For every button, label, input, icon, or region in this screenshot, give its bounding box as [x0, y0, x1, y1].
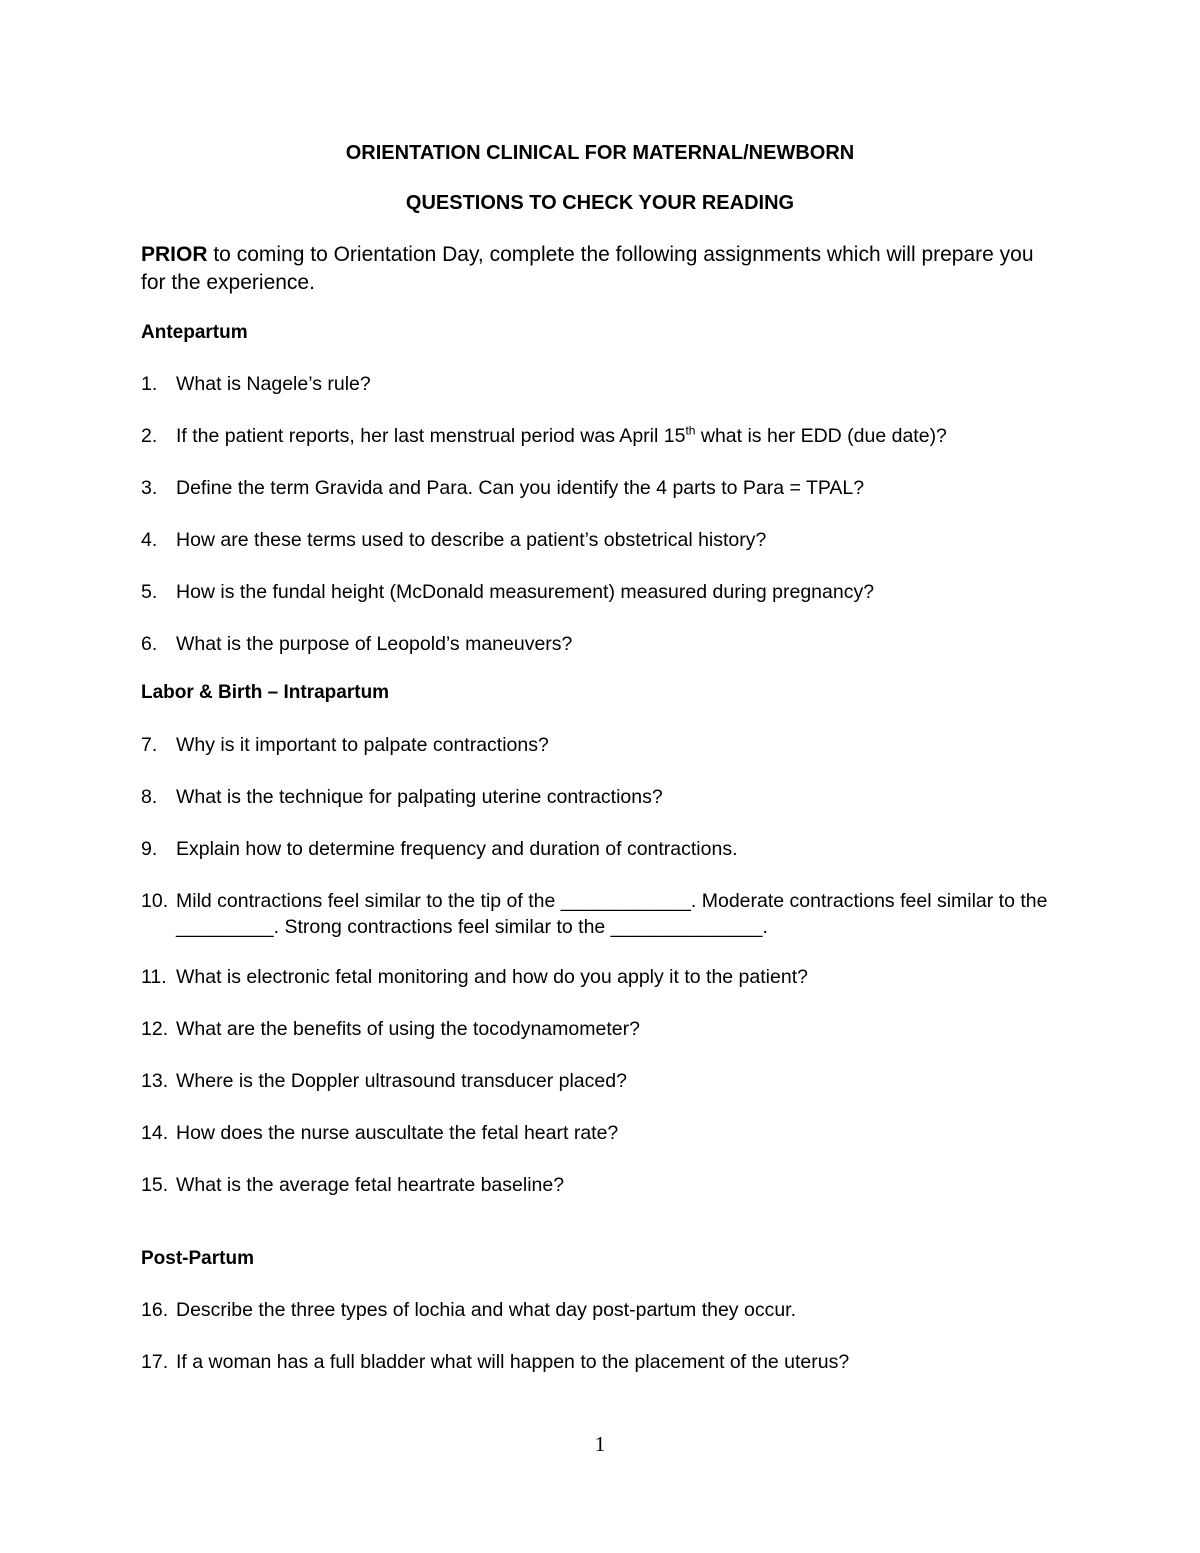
question-number: 17.	[141, 1351, 169, 1373]
question-number: 7.	[141, 734, 158, 756]
question-item	[141, 1172, 1071, 1198]
question-item	[141, 836, 1071, 862]
question-text: What is the purpose of Leopold’s maneuvers?	[176, 633, 573, 655]
question-number: 4.	[141, 529, 158, 551]
question-number: 2.	[141, 425, 158, 447]
question-number: 8.	[141, 786, 158, 808]
question-text: Define the term Gravida and Para. Can you identify the 4 parts to Para = TPAL?	[176, 477, 865, 499]
question-number: 3.	[141, 477, 158, 499]
question-number: 16.	[141, 1299, 169, 1321]
section-heading-intrapartum: Labor & Birth – Intrapartum	[141, 682, 390, 703]
question-number: 1.	[141, 373, 158, 395]
question-item	[141, 423, 1071, 449]
document-subtitle: QUESTIONS TO CHECK YOUR READING	[405, 192, 795, 214]
question-item	[141, 1349, 1071, 1375]
intro-text: to coming to Orientation Day, complete the following assignments which will prepare you for the experience.	[141, 243, 1034, 294]
question-number: 6.	[141, 633, 158, 655]
question-text: How does the nurse auscultate the fetal heart rate?	[176, 1122, 619, 1144]
question-number: 12.	[141, 1018, 169, 1040]
question-text: How are these terms used to describe a patient’s obstetrical history?	[176, 529, 767, 551]
question-number: 14.	[141, 1122, 169, 1144]
section-heading-postpartum: Post-Partum	[141, 1248, 254, 1269]
question-text-part: If the patient reports, her last menstrual period was April 15	[176, 425, 686, 447]
superscript: th	[685, 423, 696, 438]
question-text: How is the fundal height (McDonald measurement) measured during pregnancy?	[176, 581, 875, 603]
question-text-part: what is her EDD (due date)?	[695, 425, 947, 447]
section-heading-antepartum: Antepartum	[141, 322, 248, 343]
question-item	[141, 631, 1071, 657]
question-number: 15.	[141, 1174, 169, 1196]
question-text: Describe the three types of lochia and what day post-partum they occur.	[176, 1299, 797, 1321]
question-item	[141, 1120, 1071, 1146]
question-text: What are the benefits of using the tocodynamometer?	[176, 1018, 640, 1040]
question-item	[141, 1016, 1071, 1042]
question-item	[141, 784, 1071, 810]
document-title: ORIENTATION CLINICAL FOR MATERNAL/NEWBORN	[345, 142, 855, 164]
question-text: Mild contractions feel similar to the tip of the ____________. Moderate contractions feel similar to the _________. Strong contractions feel similar to the ______________.	[176, 890, 1048, 938]
question-number: 13.	[141, 1070, 169, 1092]
question-text: Explain how to determine frequency and duration of contractions.	[176, 838, 738, 860]
question-number: 10.	[141, 890, 169, 912]
page-number: 1	[594, 1432, 606, 1456]
question-number: 11.	[141, 966, 167, 988]
question-item	[141, 475, 1071, 501]
question-item	[141, 579, 1071, 605]
intro-bold-word: PRIOR	[141, 243, 208, 266]
question-text: Why is it important to palpate contractions?	[176, 734, 549, 756]
question-item	[141, 888, 1071, 940]
question-number: 9.	[141, 838, 158, 860]
question-text: If a woman has a full bladder what will happen to the placement of the uterus?	[176, 1351, 850, 1373]
intro-paragraph	[141, 241, 1061, 297]
question-item	[141, 1297, 1071, 1323]
question-text: Where is the Doppler ultrasound transducer placed?	[176, 1070, 627, 1092]
question-item	[141, 964, 1071, 990]
question-text: What is electronic fetal monitoring and how do you apply it to the patient?	[176, 966, 808, 988]
question-item	[141, 732, 1071, 758]
question-number: 5.	[141, 581, 158, 603]
question-item	[141, 371, 1071, 397]
question-text: What is Nagele’s rule?	[176, 373, 371, 395]
question-item	[141, 1068, 1071, 1094]
question-text	[176, 423, 1071, 449]
question-text: What is the average fetal heartrate baseline?	[176, 1174, 565, 1196]
question-text: What is the technique for palpating uterine contractions?	[176, 786, 663, 808]
question-item	[141, 527, 1071, 553]
